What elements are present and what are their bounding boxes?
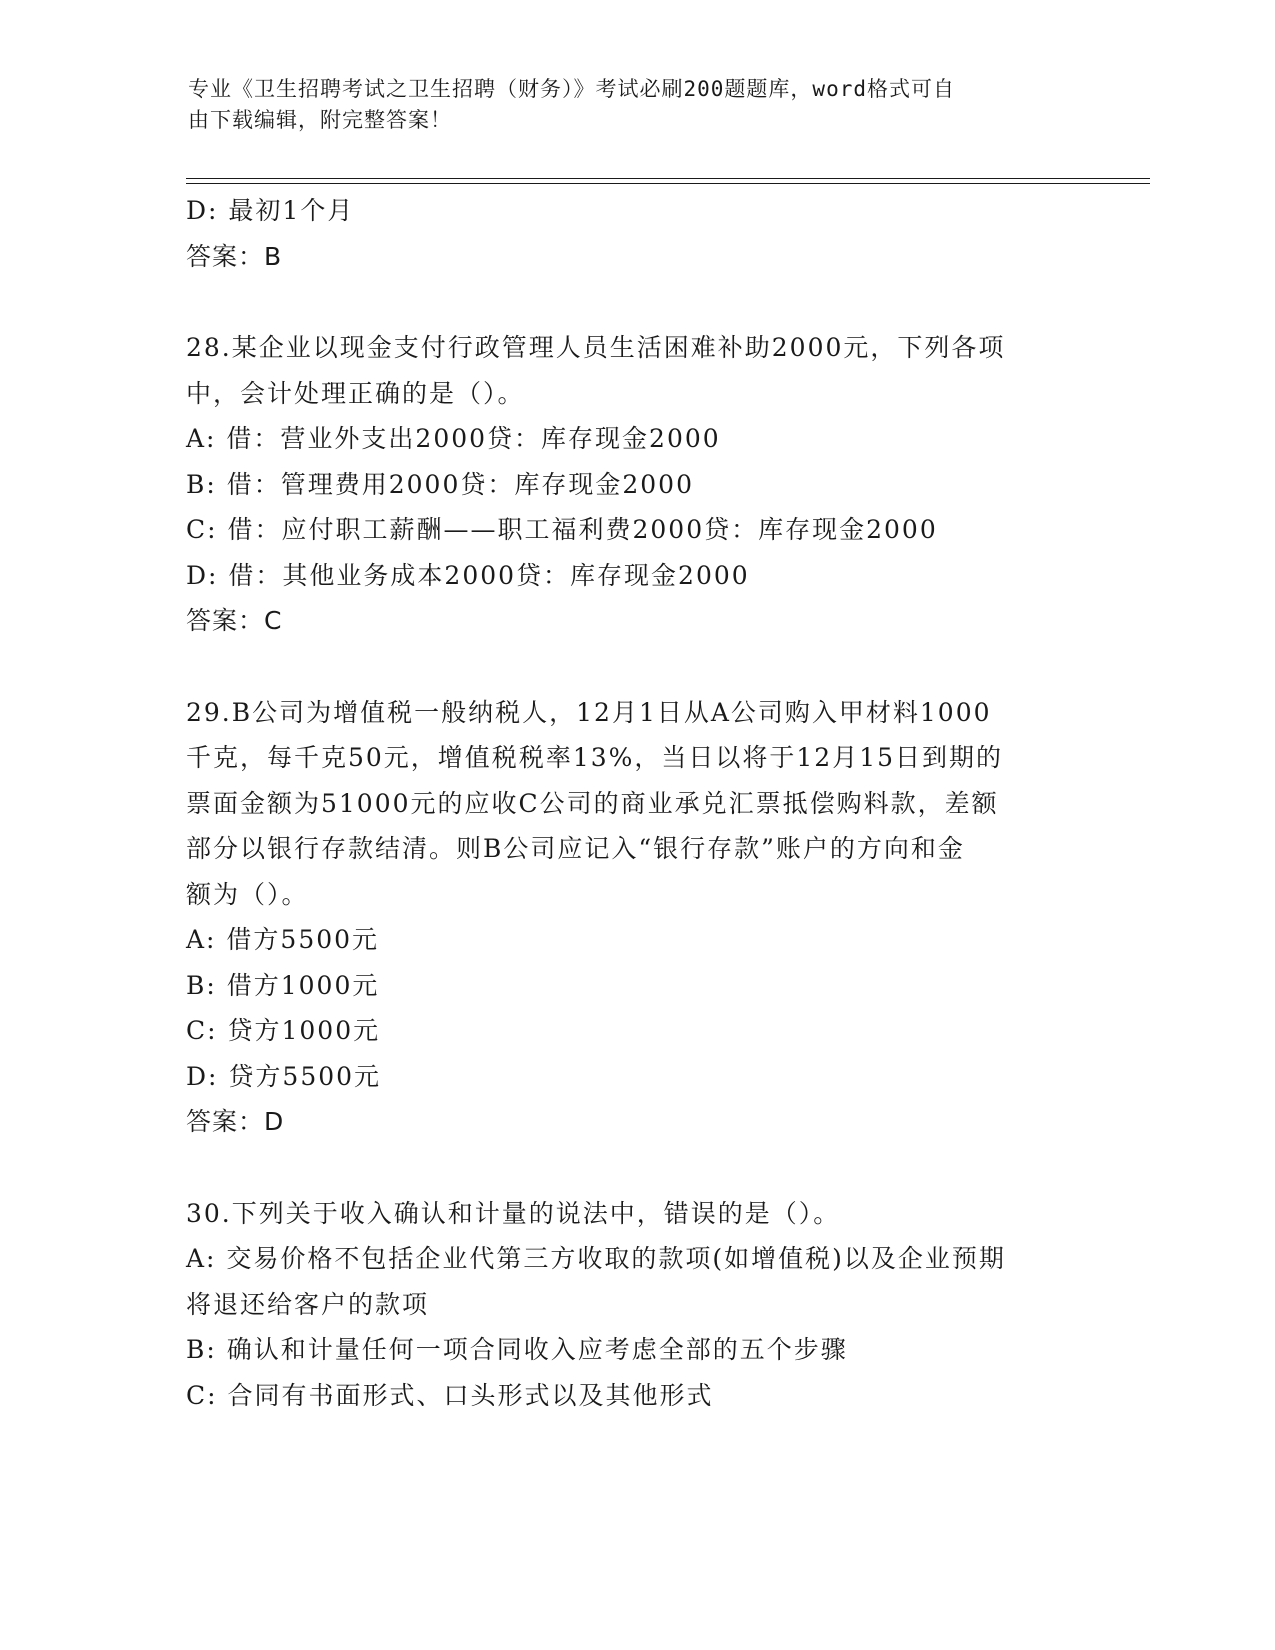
option-d: D: 贷方5500元 [186, 1061, 382, 1091]
question-stem: 28.某企业以现金支付行政管理人员生活困难补助2000元，下列各项 [186, 333, 1006, 362]
question-stem: 票面金额为51000元的应收C公司的商业承兑汇票抵偿购料款，差额 [186, 788, 999, 818]
option-d: D: 最初1个月 [186, 196, 355, 225]
option-c: C: 贷方1000元 [186, 1016, 381, 1045]
question-30 [186, 1191, 1086, 1419]
option-c: C: 合同有书面形式、口头形式以及其他形式 [186, 1380, 714, 1410]
question-stem: 部分以银行存款结清。则B公司应记入“银行存款”账户的方向和金 [186, 834, 965, 863]
question-stem: 千克，每千克50元，增值税税率13%，当日以将于12月15日到期的 [186, 743, 1004, 772]
page-header [188, 74, 1068, 136]
option-b: B: 借方1000元 [186, 970, 380, 1000]
option-c: C: 借：应付职工薪酬——职工福利费2000贷：库存现金2000 [186, 515, 938, 544]
question-stem: 30.下列关于收入确认和计量的说法中，错误的是（）。 [186, 1198, 841, 1228]
question-28 [186, 325, 1086, 644]
answer: 答案：C [186, 606, 283, 635]
option-a-continued: 将退还给客户的款项 [186, 1289, 430, 1319]
option-b: B: 借：管理费用2000贷：库存现金2000 [186, 469, 694, 499]
option-a: A: 借：营业外支出2000贷：库存现金2000 [186, 424, 721, 453]
question-27 [186, 188, 1086, 279]
spacer [186, 1145, 1086, 1191]
option-a: A: 交易价格不包括企业代第三方收取的款项(如增值税)以及企业预期 [186, 1244, 1006, 1273]
question-list [186, 188, 1086, 1418]
spacer [186, 644, 1086, 690]
question-stem: 29.B公司为增值税一般纳税人，12月1日从A公司购入甲材料1000 [186, 697, 992, 727]
answer: 答案：D [186, 1107, 285, 1136]
header-rule-bottom [186, 183, 1150, 184]
spacer [186, 279, 1086, 325]
header-rule-top [186, 178, 1150, 179]
header-title-line-1: 专业《卫生招聘考试之卫生招聘（财务）》考试必刷200题题库，word格式可自 [188, 77, 955, 101]
answer: 答案：B [186, 241, 283, 271]
option-b: B: 确认和计量任何一项合同收入应考虑全部的五个步骤 [186, 1335, 848, 1364]
option-d: D: 借：其他业务成本2000贷：库存现金2000 [186, 560, 750, 590]
header-title-line-2: 由下载编辑，附完整答案！ [188, 108, 452, 132]
question-29 [186, 690, 1086, 1145]
question-stem: 额为（）。 [186, 879, 309, 909]
option-a: A: 借方5500元 [186, 925, 380, 954]
question-stem: 中，会计处理正确的是（）。 [186, 378, 525, 408]
